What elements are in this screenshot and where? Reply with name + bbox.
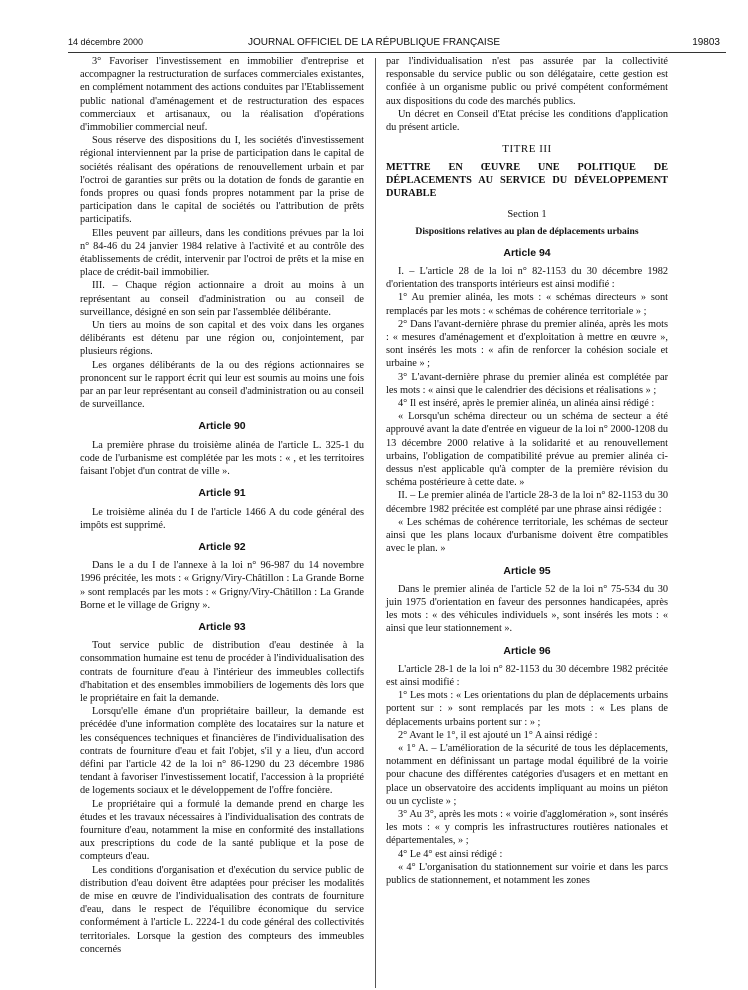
- titre-heading: TITRE III: [502, 143, 552, 156]
- article-heading: Article 90: [198, 420, 246, 433]
- paragraph: Sous réserve des dispositions du I, les sociétés d'investissement régional interviennent par la prise de participation dans le capital de sociétés réalisant des opérations de renouvellement urbain et par l'octroi de garanties sur prêts ou la dotation de fonds de garantie en fonds propres ou quasi fonds propres notamment par la prise de participation dans le capital de sociétés ou l'attribution de prêts participatifs.: [80, 135, 364, 226]
- paragraph: L'article 28-1 de la loi n° 82-1153 du 30 décembre 1982 précitée est ainsi modifié :: [386, 663, 668, 688]
- article-heading: Article 96: [503, 644, 551, 657]
- column-divider: [375, 58, 376, 988]
- paragraph: « Les schémas de cohérence territoriale, les schémas de secteur ainsi que les plans locaux d'urbanisme doivent être compatibles avec le plan. »: [386, 516, 668, 555]
- article-heading: Article 94: [503, 246, 551, 259]
- header-date: 14 décembre 2000: [68, 37, 144, 47]
- paragraph: « Lorsqu'un schéma directeur ou un schéma de secteur a été approuvé avant la date d'entrée en vigueur de la loi n° 2000-1208 du 13 décembre 2000 relative à la solidarité et au renouvellement urbains, l'obligation de compatibilité prévue au premier alinéa ci-dessus n'est applicable qu'à compter de la première révision du schéma postérieure à cette date. »: [386, 411, 668, 489]
- paragraph: Tout service public de distribution d'eau destinée à la consommation humaine est tenu de procéder à l'individualisation des contrats de fourniture d'eau à l'intérieur des immeubles collectifs d'habitation et des ensembles immobiliers de logements dès lors que le propriétaire en fait la demande.: [80, 640, 364, 704]
- paragraph: II. – Le premier alinéa de l'article 28-3 de la loi n° 82-1153 du 30 décembre 1982 précitée est complété par une phrase ainsi rédigée :: [386, 490, 668, 515]
- paragraph: 4° Le 4° est ainsi rédigé :: [398, 848, 503, 860]
- article-heading: Article 92: [198, 540, 246, 553]
- paragraph: I. – L'article 28 de la loi n° 82-1153 du 30 décembre 1982 d'orientation des transports intérieurs est ainsi modifié :: [386, 266, 668, 291]
- paragraph: Le troisième alinéa du I de l'article 1466 A du code général des impôts est supprimé.: [80, 506, 364, 531]
- titre-subtitle: METTRE EN ŒUVRE UNE POLITIQUE DE DÉPLACEMENTS AU SERVICE DU DÉVELOPPEMENT DURABLE: [386, 162, 668, 200]
- paragraph: 3° L'avant-dernière phrase du premier alinéa est complétée par les mots : « ainsi que le calendrier des décisions et réalisations » ;: [386, 371, 668, 396]
- header-rule: [68, 52, 726, 53]
- paragraph: 1° Les mots : « Les orientations du plan de déplacements urbains portent sur : » sont remplacés par les mots : « Les plans de déplacements urbains portent sur : » ;: [386, 690, 668, 728]
- journal-title: JOURNAL OFFICIEL DE LA RÉPUBLIQUE FRANÇAISE: [247, 37, 501, 48]
- paragraph: 4° Il est inséré, après le premier alinéa, un alinéa ainsi rédigé :: [398, 398, 655, 410]
- paragraph: « 1° A. – L'amélioration de la sécurité de tous les déplacements, notamment en définissant un partage modal équilibré de la voirie pour chacune des différentes catégories d'usagers et en mettant en place un observatoire des accidents impliquant au moins un piéton ou un cycliste » ;: [386, 742, 668, 807]
- page-header: [0, 37, 748, 51]
- paragraph: 3° Au 3°, après les mots : « voirie d'agglomération », sont insérés les mots : « y compris les infrastructures routières nationales et départementales, » ;: [386, 808, 668, 847]
- left-column: [80, 55, 364, 956]
- article-heading: Article 93: [198, 620, 246, 633]
- paragraph: 1° Au premier alinéa, les mots : « schémas directeurs » sont remplacés par les mots : « schémas de cohérence territoriale » ;: [386, 292, 668, 317]
- article-heading: Article 91: [198, 487, 246, 500]
- paragraph: « 4° L'organisation du stationnement sur voirie et dans les parcs publics de stationnement, et notamment les zones: [386, 861, 668, 886]
- paragraph: 3° Favoriser l'investissement en immobilier d'entreprise et accompagner la restructuration de surfaces commerciales existantes, en complément notamment des actions conduites par l'Etablissement public national d'aménagement et de restructuration des espaces commerciaux et artisanaux, ou la réalisation d'opérations d'immobilier commercial neuf.: [80, 56, 364, 134]
- paragraph: La première phrase du troisième alinéa de l'article L. 325-1 du code de l'urbanisme est complétée par les mots : « , et les territoires faisant l'objet d'un contrat de ville ».: [80, 439, 364, 478]
- paragraph: 2° Dans l'avant-dernière phrase du premier alinéa, après les mots : « mesures d'aménagement et d'exploitation à mettre en œuvre », sont insérés les mots : « afin de renforcer la cohésion sociale et urbaine » ;: [386, 318, 668, 370]
- paragraph: Les organes délibérants de la ou des régions actionnaires se prononcent sur le rapport écrit qui leur est soumis au moins une fois par an par leur représentant au conseil d'administration ou au conseil de surveillance.: [80, 359, 364, 411]
- paragraph: Lorsqu'elle émane d'un propriétaire bailleur, la demande est précédée d'une information complète des locataires sur la nature et les conséquences techniques et financières de l'individualisation des contrats de fourniture d'eau et fait l'objet, s'il y a lieu, d'un accord défini par l'article 42 de la loi n° 86-1290 du 23 décembre 1986 tendant à favoriser l'investissement locatif, l'accession à la propriété de logements sociaux et le développement de l'offre foncière.: [80, 706, 364, 797]
- section-subtitle: Dispositions relatives au plan de déplacements urbains: [415, 225, 639, 237]
- paragraph: 2° Avant le 1°, il est ajouté un 1° A ainsi rédigé :: [398, 729, 598, 741]
- paragraph: par l'individualisation n'est pas assurée par la collectivité responsable du service public ou son délégataire, cette gestion est confiée à un organisme public ou privé compétent conformément aux dispositions du code des marchés publics.: [386, 56, 668, 107]
- paragraph: Un tiers au moins de son capital et des voix dans les organes délibérants est détenu par une région ou, conjointement, par plusieurs régions.: [80, 320, 364, 358]
- paragraph: Un décret en Conseil d'Etat précise les conditions d'application du présent article.: [386, 108, 668, 134]
- paragraph: Dans le premier alinéa de l'article 52 de la loi n° 75-534 du 30 juin 1975 d'orientation en faveur des personnes handicapées, après les mots : « des véhicules individuels », sont insérés les mots : « ainsi que leur stationnement ».: [386, 583, 668, 635]
- section-heading: Section 1: [507, 209, 547, 221]
- paragraph: Le propriétaire qui a formulé la demande prend en charge les études et les travaux nécessaires à l'individualisation des contrats de fourniture d'eau, notamment la mise en conformité des installations aux prescriptions du code de la santé publique et la pose de compteurs d'eau.: [80, 798, 364, 863]
- right-column: [386, 55, 668, 887]
- paragraph: Dans le a du I de l'annexe à la loi n° 96-987 du 14 novembre 1996 précitée, les mots : « Grigny/Viry-Châtillon : La Grande Borne » sont remplacés par les mots : « Grigny/Viry-Châtillon : La Grande Borne et le village de Grigny ».: [80, 560, 364, 611]
- article-heading: Article 95: [503, 564, 551, 577]
- paragraph: Les conditions d'organisation et d'exécution du service public de distribution d'eau doivent être adaptées pour préciser les modalités de mise en œuvre de l'individualisation des contrats de fourniture d'eau, dans le respect de l'équilibre économique du service conformément à l'article L. 2224-1 du code général des collectivités territoriales. Lorsque la gestion des compteurs des immeubles concernés: [80, 864, 364, 955]
- paragraph: III. – Chaque région actionnaire a droit au moins à un représentant au conseil d'administration ou au conseil de surveillance, désigné en son sein par l'assemblée délibérante.: [80, 280, 364, 318]
- paragraph: Elles peuvent par ailleurs, dans les conditions prévues par la loi n° 84-46 du 24 janvier 1984 relative à l'activité et au contrôle des établissements de crédit, intervenir par l'octroi de prêts et la mise en place de crédit-bail immobilier.: [80, 227, 364, 279]
- page-number: 19803: [692, 37, 720, 48]
